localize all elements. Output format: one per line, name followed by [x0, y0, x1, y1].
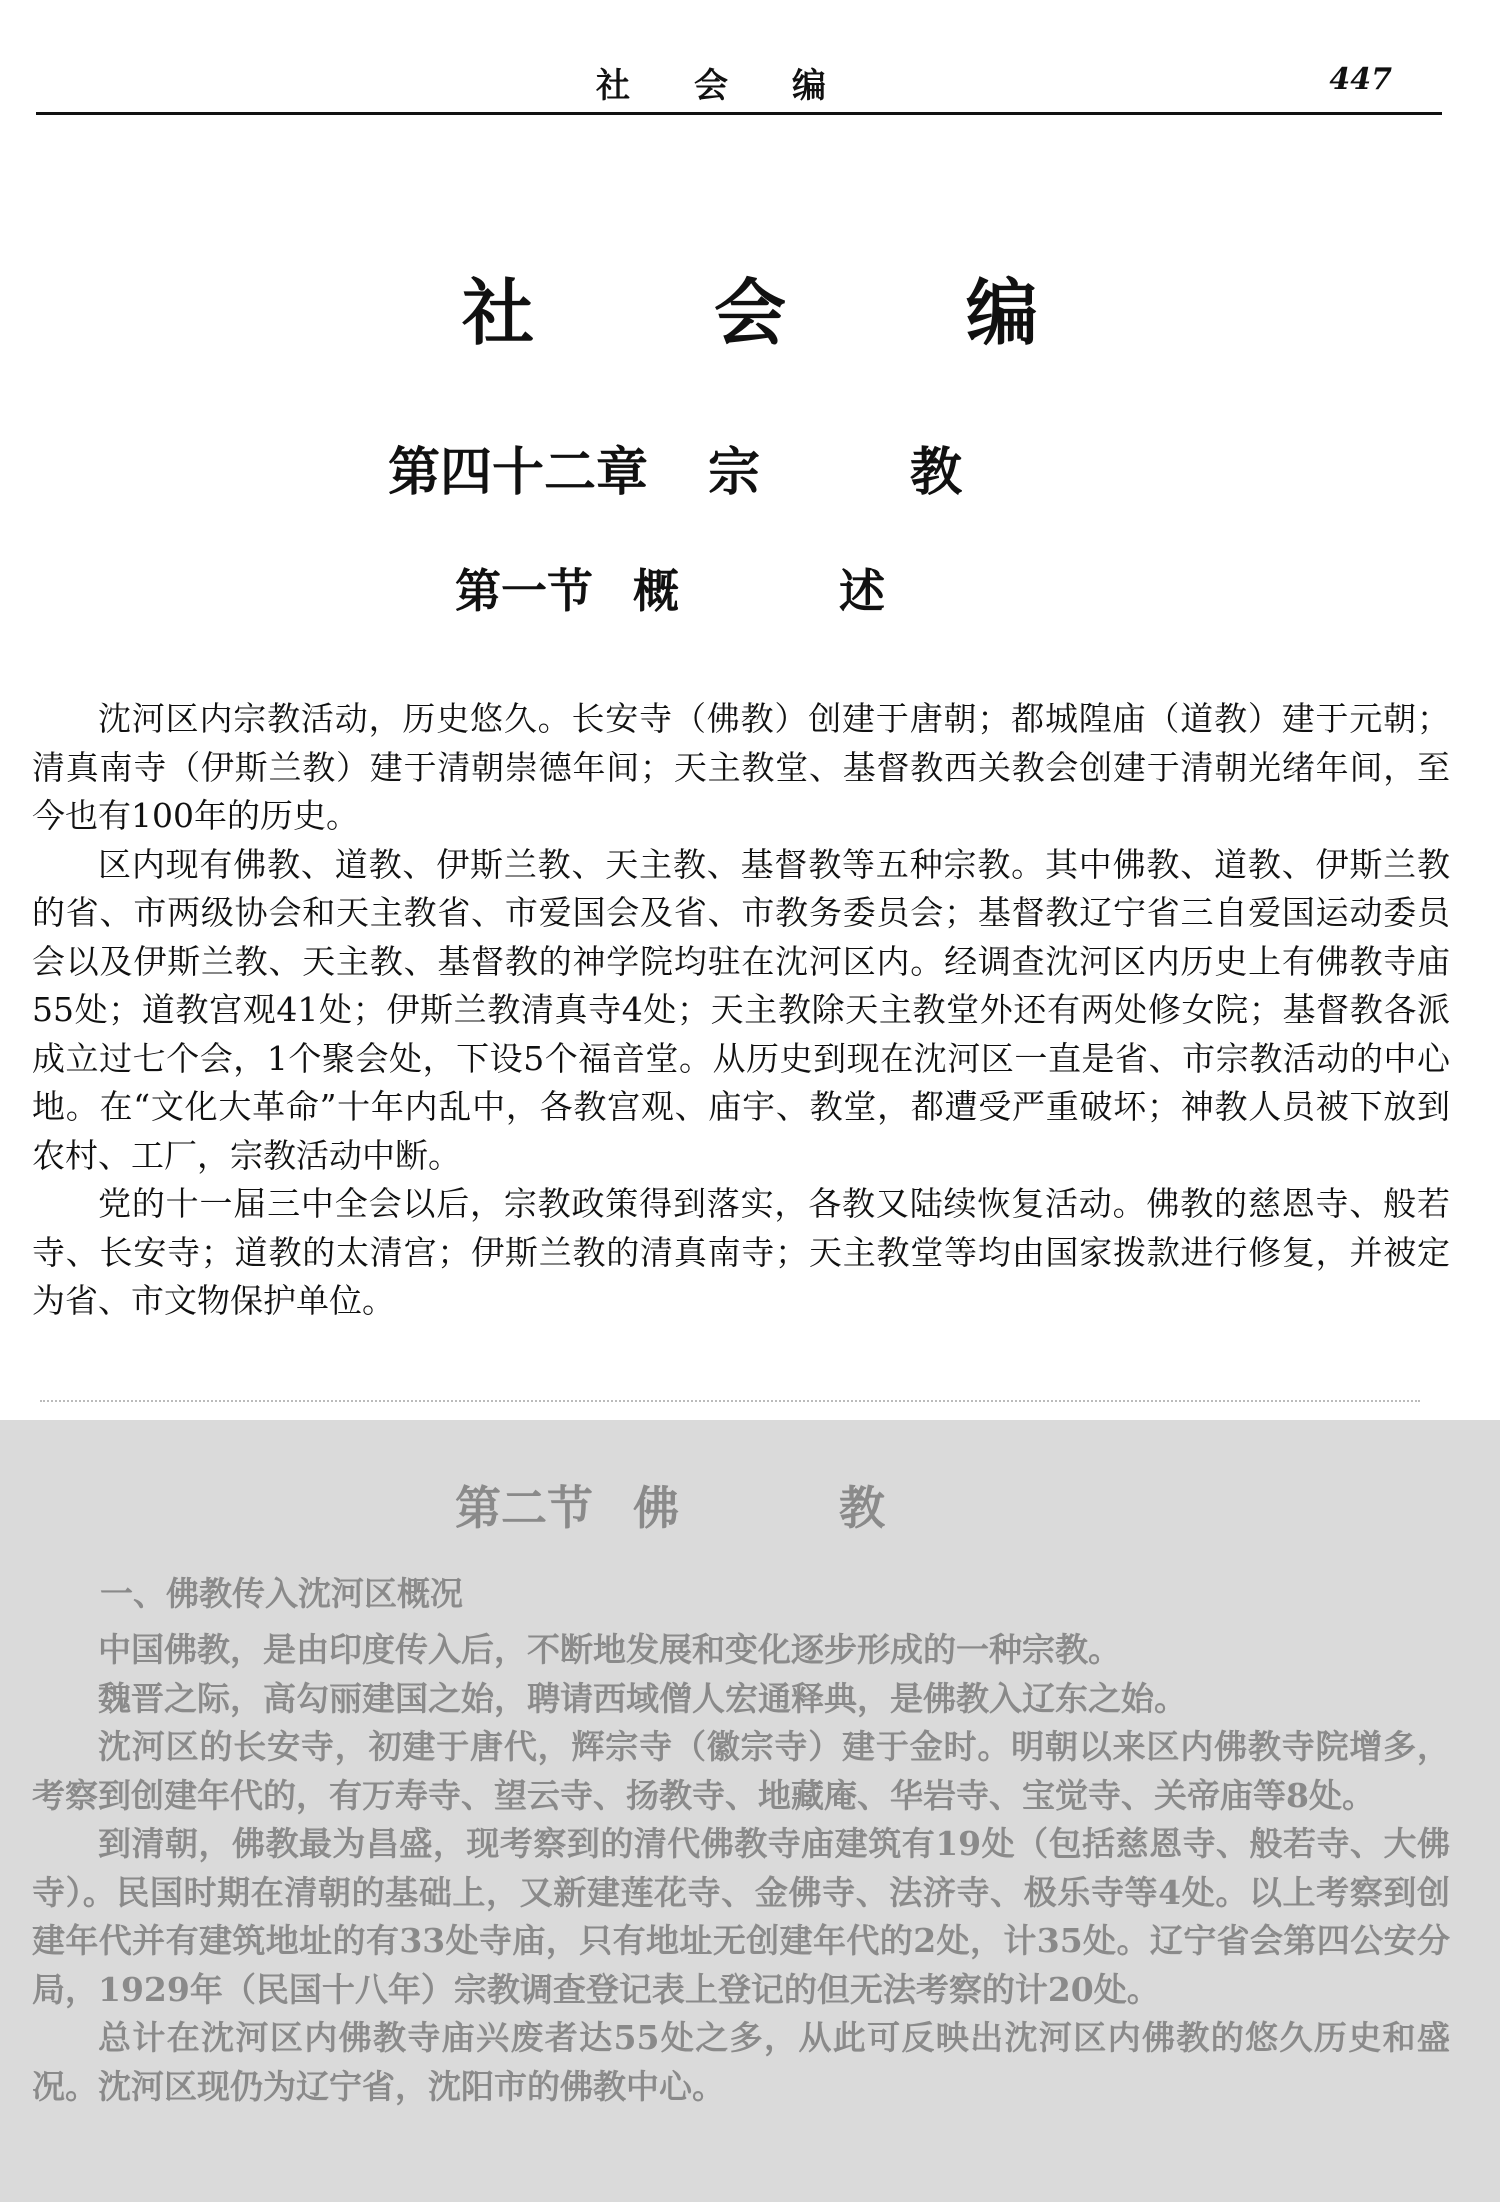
- running-header-title: 社会编: [596, 66, 890, 106]
- section-2-heading: [0, 1472, 1500, 1538]
- paragraph: 中国佛教，是由印度传入后，不断地发展和变化逐步形成的一种宗教。: [98, 1630, 1121, 1669]
- section-1-body: [32, 695, 1450, 1326]
- paragraph: 到清朝，佛教最为昌盛，现考察到的清代佛教寺庙建筑有19处（包括慈恩寺、般若寺、大佛寺）。民国时期在清朝的基础上，又新建莲花寺、金佛寺、法济寺、极乐寺等4处。以上考察到创建年代并有建筑地址的有33处寺庙，只有地址无创建年代的2处，计35处。辽宁省会第四公安分局，1929年（民国十八年）宗教调查登记表上登记的但无法考察的计20处。: [32, 1824, 1450, 2009]
- paragraph: 魏晋之际，高勾丽建国之始，聘请西域僧人宏通释典，是佛教入辽东之始。: [98, 1678, 1187, 1718]
- section-1-title: 概述: [633, 564, 1045, 618]
- part-title: 社会编: [461, 270, 1218, 355]
- section-2-title: 佛教: [633, 1481, 1045, 1535]
- subheading: 一、佛教传入沈河区概况: [100, 1574, 463, 1613]
- page-number: 447: [1329, 62, 1392, 97]
- paragraph: 党的十一届三中全会以后，宗教政策得到落实，各教又陆续恢复活动。佛教的慈恩寺、般若寺、长安寺；道教的太清宫；伊斯兰教的清真南寺；天主教堂等均由国家拨款进行修复，并被定为省、市文物保护单位。: [32, 1184, 1450, 1320]
- running-header: [36, 52, 1442, 114]
- paragraph: 沈河区的长安寺，初建于唐代，辉宗寺（徽宗寺）建于金时。明朝以来区内佛教寺院增多，考察到创建年代的，有万寿寺、望云寺、扬教寺、地藏庵、华岩寺、宝觉寺、关帝庙等8处。: [32, 1727, 1450, 1815]
- chapter-title: 宗教: [708, 442, 1113, 503]
- dotted-divider: [40, 1400, 1420, 1402]
- chapter-number: 第四十二章: [387, 442, 648, 503]
- paragraph: 总计在沈河区内佛教寺庙兴废者达55处之多，从此可反映出沈河区内佛教的悠久历史和盛况。沈河区现仍为辽宁省，沈阳市的佛教中心。: [32, 2018, 1450, 2106]
- section-2-number: 第二节: [455, 1481, 593, 1535]
- paragraph: 沈河区内宗教活动，历史悠久。长安寺（佛教）创建于唐朝；都城隍庙（道教）建于元朝；清真南寺（伊斯兰教）建于清朝崇德年间；天主教堂、基督教西关教会创建于清朝光绪年间，至今也有100年的历史。: [32, 699, 1450, 835]
- faded-region: [0, 1420, 1500, 2202]
- section-2-body: [32, 1626, 1450, 2111]
- header-rule: [36, 112, 1442, 115]
- section-1-number: 第一节: [455, 564, 593, 618]
- section-1-heading: [0, 555, 1500, 621]
- paragraph: 区内现有佛教、道教、伊斯兰教、天主教、基督教等五种宗教。其中佛教、道教、伊斯兰教的省、市两级协会和天主教省、市爱国会及省、市教务委员会；基督教辽宁省三自爱国运动委员会以及伊斯兰教、天主教、基督教的神学院均驻在沈河区内。经调查沈河区内历史上有佛教寺庙55处；道教宫观41处；伊斯兰教清真寺4处；天主教除天主教堂外还有两处修女院；基督教各派成立过七个会，1个聚会处，下设5个福音堂。从历史到现在沈河区一直是省、市宗教活动的中心地。在“文化大革命”十年内乱中，各教宫观、庙宇、教堂，都遭受严重破坏；神教人员被下放到农村、工厂，宗教活动中断。: [32, 844, 1450, 1175]
- chapter-heading: [0, 430, 1500, 505]
